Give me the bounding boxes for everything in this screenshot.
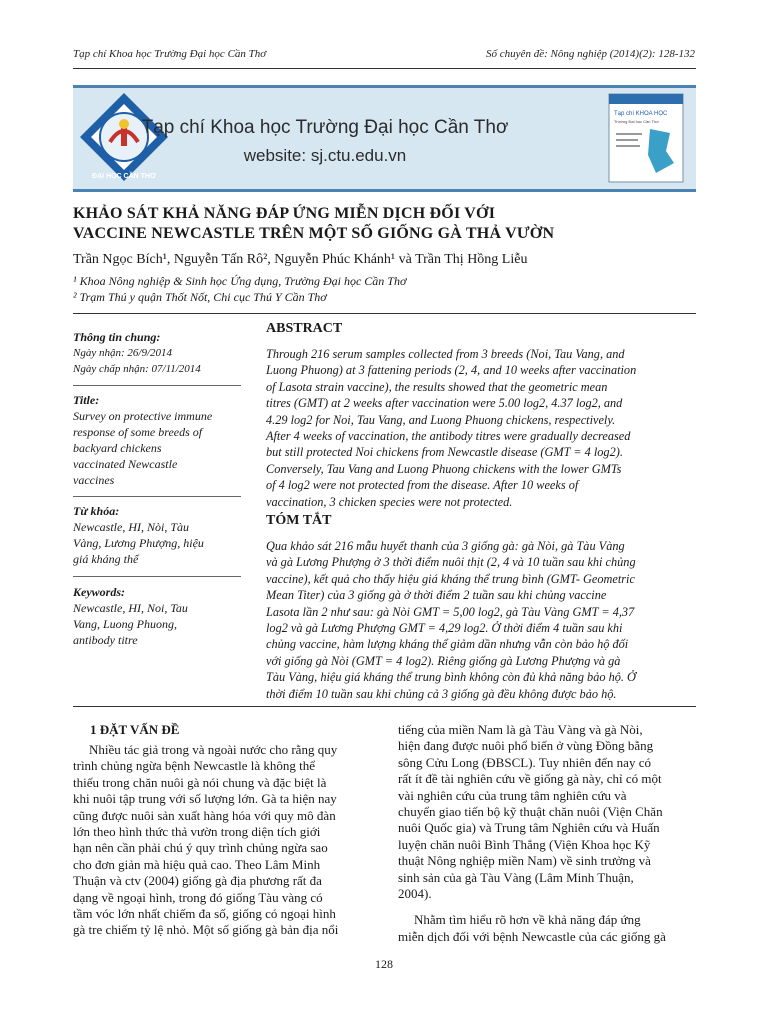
- body-line: hiện đang được nuôi phổ biến ở vùng Đồng bằng: [398, 738, 654, 754]
- tomtat-line: và gà Lương Phượng ở 3 thời điểm nuôi thịt (2, 4 và 10 tuần sau khi chủng: [266, 555, 636, 570]
- section-heading: 1 ĐẶT VẤN ĐỀ: [90, 722, 180, 737]
- tomtat-line: Mean Titer) của 3 giống gà ở thời điểm 2 tuần sau khi chủng vaccine: [266, 588, 607, 603]
- banner-title: Tạp chí Khoa học Trường Đại học Cần Thơ: [141, 117, 509, 138]
- abstract-line: 4.29 log2 for Noi, Tau Vang, and Luong Phuong chickens, respectively.: [266, 412, 616, 427]
- body-line: khi nuôi tập trung với số lượng lớn. Gà ta hiện nay: [73, 791, 337, 807]
- body-line: cho đơn giản mà hiệu quả cao. Theo Lâm Minh: [73, 856, 321, 872]
- body-line: Thuận và ctv (2004) giống gà địa phương rất đa: [73, 873, 322, 889]
- info-heading: Thông tin chung:: [73, 330, 161, 344]
- logo-text: ĐẠI HỌC CẦN THƠ: [92, 173, 156, 180]
- received-date: Ngày nhận: 26/9/2014: [73, 347, 172, 359]
- tomtat-line: log2 và gà Lương Phượng GMT = 4,29 log2. Ở thời điểm 4 tuần sau khi: [266, 621, 623, 636]
- english-title-line: response of some breeds of: [73, 425, 203, 439]
- body-line: gà tre chiếm tỷ lệ nhỏ. Một số giống gà bản địa nổi: [73, 922, 339, 938]
- abstract-rule: [73, 706, 696, 707]
- affiliation-2: ² Trạm Thú y quận Thốt Nốt, Chi cục Thú Y Cần Thơ: [73, 290, 327, 304]
- tomtat-heading: TÓM TẮT: [266, 513, 332, 528]
- page-number: 128: [375, 957, 393, 971]
- body-line: thuật Nông nghiệp miền Nam) về sinh trưởng và: [398, 853, 651, 869]
- section-right-column: [398, 722, 694, 945]
- english-title-line: vaccinated Newcastle: [73, 457, 178, 471]
- body-line: chuyển giao tiến bộ kỹ thuật chăn nuôi (Viện Chăn: [398, 804, 663, 820]
- body-line: cũng được nuôi sản xuất hàng hóa với quy mô đàn: [73, 807, 336, 823]
- tomtat-line: vaccine), kết quả cho thấy hiệu giá kháng thể trung bình (GMT- Geometric: [266, 571, 635, 586]
- keywords-heading: Keywords:: [73, 585, 125, 599]
- body-line: Nhiều tác giả trong và ngoài nước cho rằng quy: [89, 742, 338, 757]
- english-title-line: vaccines: [73, 473, 115, 487]
- title-rule: [73, 313, 696, 314]
- article-title-line1: KHẢO SÁT KHẢ NĂNG ĐÁP ỨNG MIỄN DỊCH ĐỐI VỚI: [73, 205, 496, 222]
- abstract-line: vaccination, 3 chicken species were not protected.: [266, 494, 513, 509]
- abstract-line: Conversely, Tau Vang and Luong Phuong chickens with the lower GMTs: [266, 461, 622, 476]
- abstract-heading: ABSTRACT: [266, 321, 343, 336]
- body-line: hạn nên cần phải chú ý quy trình chủng ngừa sao: [73, 840, 328, 856]
- article-title: [73, 204, 693, 244]
- abstract-line: but still protected Noi chickens from Newcastle disease (GMT = 4 log2).: [266, 445, 623, 460]
- running-header-journal: Tạp chí Khoa học Trường Đại học Cần Thơ: [73, 48, 267, 60]
- cover-subtitle: Trường Đại học Cần Thơ: [614, 119, 659, 124]
- body-line: trình chủng ngừa bệnh Newcastle là không thể: [73, 758, 316, 774]
- english-title-line: backyard chickens: [73, 441, 162, 455]
- tomtat-line: Lasota lần 2 như sau: gà Nòi GMT = 5,00 log2, gà Tàu Vàng GMT = 4,37: [266, 604, 635, 619]
- body-line: rất ít đề tài nghiên cứu về giống gà này, chỉ có một: [398, 771, 662, 787]
- banner-website[interactable]: website: sj.ctu.edu.vn: [243, 146, 407, 165]
- tukhoa-block: [73, 503, 243, 567]
- sidebar-divider: [73, 496, 241, 497]
- cover-title: Tạp chí KHOA HỌC: [614, 111, 668, 117]
- tukhoa-line: giá kháng thể: [73, 552, 139, 566]
- keywords-line: Newcastle, HI, Noi, Tau: [73, 601, 188, 615]
- header-rule: [73, 68, 696, 69]
- accepted-date: Ngày chấp nhận: 07/11/2014: [73, 363, 201, 375]
- sidebar-divider: [73, 576, 241, 577]
- abstract-line: Through 216 serum samples collected from 3 breeds (Noi, Tau Vang, and: [266, 347, 625, 361]
- body-line: 2004).: [398, 886, 432, 902]
- tomtat-line: với giống gà Nòi (GMT = 4 log2). Riêng giống gà Lương Phượng và gà: [266, 653, 621, 668]
- tomtat-line: chủng vaccine, hàm lượng kháng thể giảm dần nhưng vẫn còn bảo hộ đối: [266, 637, 629, 652]
- body-line: sinh sản của gà Tàu Vàng (Lâm Minh Thuận,: [398, 869, 634, 885]
- title-block: [73, 392, 243, 488]
- body-line: luyện chăn nuôi Bình Thắng (Viện Khoa học Kỹ: [398, 836, 651, 852]
- keywords-line: antibody titre: [73, 633, 138, 647]
- sidebar-divider: [73, 385, 241, 386]
- body-line: vài nghiên cứu của trung tâm nghiên cứu và: [398, 787, 627, 803]
- abstract-line: Luong Phuong) at 3 fattening periods (2, 4, and 10 weeks after vaccination: [266, 363, 637, 378]
- journal-cover-thumbnail: [608, 93, 684, 183]
- affiliation-1: ¹ Khoa Nông nghiệp & Sinh học Ứng dụng, Trường Đại học Cần Thơ: [73, 274, 407, 288]
- body-line: Nhằm tìm hiểu rõ hơn về khả năng đáp ứng: [414, 912, 641, 928]
- body-line: sông Cửu Long (ĐBSCL). Tuy nhiên đến nay có: [398, 754, 651, 770]
- body-line: tiếng của miền Nam là gà Tàu Vàng và gà Nòi,: [398, 722, 643, 737]
- body-line: nuôi Quốc gia) và Trung tâm Nghiên cứu và Huấn: [398, 820, 660, 836]
- tomtat-line: Qua khảo sát 216 mẫu huyết thanh của 3 giống gà: gà Nòi, gà Tàu Vàng: [266, 539, 625, 553]
- abstract-body: [266, 346, 693, 510]
- abstract-line: After 4 weeks of vaccination, the antibody titres were gradually decreased: [266, 429, 631, 444]
- abstract-line: of Lasota strain vaccine), the results showed that the geometric mean: [266, 379, 608, 394]
- section-left-column: [73, 742, 369, 939]
- body-line: thiếu trong chăn nuôi gà nói chung và đặc biệt là: [73, 774, 327, 790]
- tomtat-line: thời điểm 10 tuần sau khi chủng cả 3 giống gà đều không được bảo hộ.: [266, 686, 617, 701]
- abstract-line: titres (GMT) at 2 weeks after vaccination were 5.00 log2, 4.37 log2, and: [266, 396, 623, 411]
- authors: Trần Ngọc Bích¹, Nguyễn Tấn Rô², Nguyễn Phúc Khánh¹ và Trần Thị Hồng Liễu: [73, 252, 528, 267]
- running-header-issue: Số chuyên đề: Nông nghiệp (2014)(2): 128-132: [486, 48, 695, 60]
- tomtat-line: Tàu Vàng, hiệu giá kháng thể trung bình không còn đủ khả năng bảo hộ. Ở: [266, 670, 636, 685]
- english-title-line: Survey on protective immune: [73, 409, 213, 423]
- article-title-line2: VACCINE NEWCASTLE TRÊN MỘT SỐ GIỐNG GÀ THẢ VƯỜN: [73, 225, 555, 242]
- keywords-line: Vang, Luong Phuong,: [73, 617, 178, 631]
- body-line: dạng về ngoại hình, trong đó giống Tàu vàng có: [73, 889, 323, 905]
- abstract-line: of 4 log2 were not protected from the disease. After 10 weeks of: [266, 478, 579, 493]
- title-heading: Title:: [73, 393, 100, 407]
- tomtat-body: [266, 538, 693, 702]
- info-block: [73, 329, 243, 377]
- body-line: miễn dịch đối với bệnh Newcastle của các giống gà: [398, 928, 666, 944]
- keywords-block: [73, 584, 243, 648]
- tukhoa-line: Newcastle, HI, Nòi, Tàu: [73, 520, 189, 534]
- body-line: lớn theo hình thức thả vườn trong diện tích giới: [73, 824, 321, 840]
- tukhoa-heading: Từ khóa:: [73, 504, 120, 518]
- tukhoa-line: Vàng, Lương Phượng, hiệu: [73, 536, 204, 550]
- body-line: tầm vóc lớn nhất chiếm đa số, giống có ngoại hình: [73, 906, 336, 922]
